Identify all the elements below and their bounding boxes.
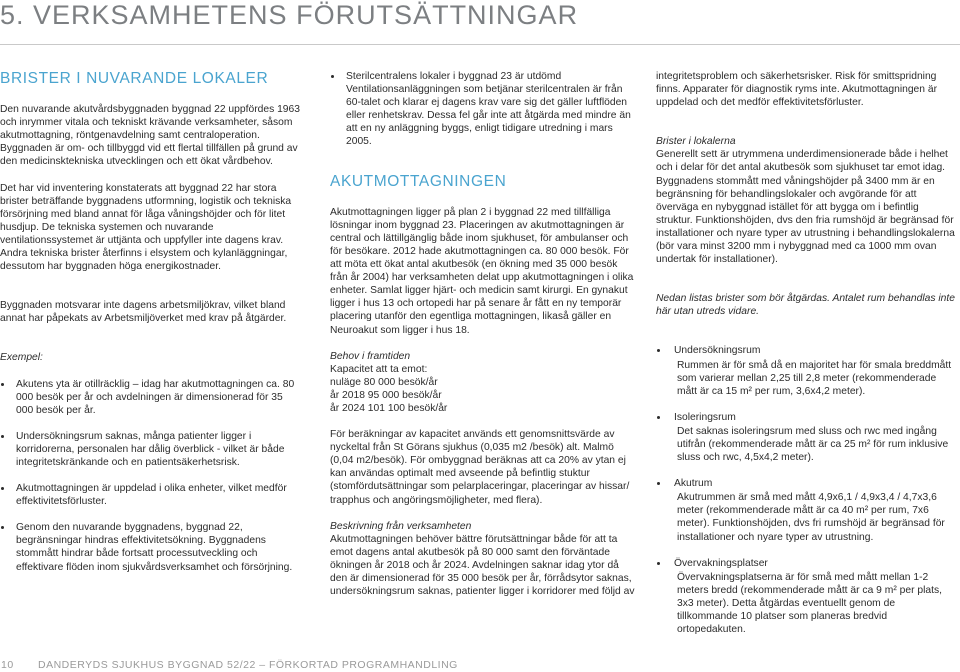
- list-item-text: Akutmottagningen är uppdelad i olika enheter, vilket medför effektivitetsförluster.: [16, 483, 287, 508]
- behov-label: Behov i framtiden: [330, 350, 411, 362]
- list-item-text: Genom den nuvarande byggnadens, byggnad 22, begränsningar hindras effektivitetsökning. Byggnadens stommått hindrar både fortsatt processutveckling och effektivare flöden inom sjukvårdsverksamhet och försörjning.: [16, 522, 293, 573]
- page-title: 5. VERKSAMHETENS FÖRUTSÄTTNINGAR: [0, 0, 579, 30]
- bullet-icon: [1, 435, 4, 438]
- bullet-icon: [1, 383, 4, 386]
- list-item-text: Rummen är för små då en majoritet har för smala breddmått som varierar mellan 2,25 till 2,8 meter (rekommenderade mått är ca 15 m² per rum, 3,6x4,2 meter).: [677, 359, 952, 397]
- bullet-icon: [657, 349, 660, 352]
- brister-label: Brister i lokalerna: [656, 136, 736, 148]
- list-item-text: Undersökningsrum saknas, många patienter ligger i korridorerna, personalen har dålig överblick - vilket är både integritetskränkande och en patientsäkerhetsrisk.: [16, 430, 285, 468]
- section-heading-brister: BRISTER I NUVARANDE LOKALER: [0, 70, 269, 87]
- list-item-text: Akutrummen är små med mått 4,9x6,1 / 4,9x3,4 / 4,7x3,6 meter (rekommenderade mått är ca 40 m² per rum, 7x6 meter). Funktionshöjden, dvs fri rumshöjd är begränsad för installationer och nyare typer av utrustning.: [677, 492, 945, 543]
- paragraph: Generellt sett är utrymmena underdimensionerade både i helhet och i delar för det antal akutbesök som sjukhuset tar emot idag. Byggnadens stommått med våningshöjder på 3400 mm är en begränsning för behandlingslokaler och avgörande för att överväga en nybyggnad istället för att bygga om i befintlig struktur. Funktionshöjden, dvs den fria rumshöjd är begränsad för installationer och nyare typer av utrustning i behandlingslokalerna (bör vara minst 3200 mm i nybyggnad med ca 1000 mm ovan undertak för installationer).: [656, 149, 955, 266]
- list-item: [330, 70, 635, 149]
- column-middle: [330, 70, 635, 611]
- column-left: [0, 72, 300, 587]
- list-item-text: Det saknas isoleringsrum med sluss och rwc med ingång utifrån (rekommenderade mått är ca 25 m² för rum inklusive sluss och rwc, 4,5x4,2 meter).: [677, 425, 949, 464]
- list-item-title: Undersökningsrum: [674, 345, 761, 357]
- page-footer: [0, 659, 960, 672]
- list-item-title: Akutrum: [674, 478, 713, 490]
- bullet-icon: [657, 482, 660, 485]
- bullet-icon: [1, 487, 4, 490]
- list-item-text: Övervakningsplatserna är för små med mått mellan 1-2 meters bredd (rekommenderade mått är ca 9 m² per plats, 3x3 meter). Detta åtgärdas eventuellt genom de tillkommande 10 platser som planeras bredvid ortopedakuten.: [677, 571, 942, 636]
- footer-text: DANDERYDS SJUKHUS BYGGNAD 52/22 – FÖRKORTAD PROGRAMHANDLING: [38, 659, 458, 671]
- title-divider: [0, 44, 960, 45]
- paragraph: Akutmottagningen ligger på plan 2 i byggnad 22 med tillfälliga lösningar inom byggnad 23. Placeringen av akutmottagningen är central och lättillgänglig både inom sjukhuset, för ambulanser och för besökare. 2012 hade akutmottagningen ca. 80 000 besök. För att möta ett ökat antal akutbesök (en ökning med 35 000 besök från år 2004) har verksamheten delat upp akutmottagningen i olika enheter. Samlat ligger hjärt- och medicin samt kirurgi. En gynakut ligger i hus 13 och ortopedi har på senare år fått en ny temporär placering utanför den egentliga mottagningen, likaså gäller en Neuroakut som ligger i hus 18.: [330, 206, 634, 336]
- bullet-list: [330, 70, 635, 149]
- bullet-icon: [1, 526, 4, 529]
- paragraph: Den nuvarande akutvårdsbyggnaden byggnad 22 uppfördes 1963 och inrymmer vitala och tekniskt krävande verksamheter, såsom akutmottagning, röntgenavdelning samt centraloperation. Byggnaden är om- och tillbyggd vid ett flertal tillfällen på grund av den medicinsktekniska utvecklingen och ett ökat vårdbehov.: [0, 104, 300, 168]
- example-label: Exempel:: [0, 352, 43, 364]
- capacity-line: nuläge 80 000 besök/år: [330, 376, 438, 388]
- bullet-list: [0, 378, 300, 574]
- paragraph: Byggnaden motsvarar inte dagens arbetsmiljökrav, vilket bland annat har påpekats av Arbetsmiljöverket med krav på åtgärder.: [0, 300, 287, 325]
- list-item: [656, 411, 956, 464]
- list-item: [0, 378, 300, 417]
- beskrivning-label: Beskrivning från verksamheten: [330, 520, 472, 532]
- bullet-icon: [657, 416, 660, 419]
- list-item-title: Övervakningsplatser: [674, 557, 768, 569]
- capacity-line: år 2024 101 100 besök/år: [330, 402, 448, 414]
- column-right: [656, 70, 956, 649]
- list-item: [0, 521, 300, 573]
- section-heading-akutmottagningen: AKUTMOTTAGNINGEN: [330, 172, 507, 190]
- list-item: [656, 557, 956, 637]
- paragraph: Akutmottagningen behöver bättre förutsättningar både för att ta emot dagens antal akutbesök på 80 000 samt den förväntade ökningen år 2018 och år 2024. Avdelningen saknar idag ytor då den är dimensionerad för 35 000 besök per år, förrådsytor saknas, undersökningsrum saknas, patienter ligger i korridorer med följd av: [330, 533, 635, 598]
- capacity-line: Kapacitet att ta emot:: [330, 363, 428, 375]
- list-item: [0, 482, 300, 508]
- list-item: [0, 430, 300, 469]
- note: Nedan listas brister som bör åtgärdas. Antalet rum behandlas inte här utan utreds vidare.: [656, 293, 955, 318]
- list-item: [656, 477, 956, 543]
- list-item-title: Isoleringsrum: [674, 411, 736, 423]
- list-item-text: Akutens yta är otillräcklig – idag har akutmottagningen ca. 80 000 besök per år och avdelningen är dimensionerad för 35 000 besök per år.: [16, 378, 295, 416]
- paragraph: Det har vid inventering konstaterats att byggnad 22 har stora brister beträffande byggnadens utformning, logistik och tekniska försörjning med bland annat för låga våningshöjder och för litet husdjup. De tekniska systemen och nuvarande ventilationssystemet är uttjänta och uppfyller inte dagens krav. Andra tekniska brister återfinns i elsystem och kylanläggningar, dessutom har byggnaden höga energikostnader.: [0, 182, 292, 273]
- list-item: [656, 344, 956, 397]
- bullet-icon: [657, 562, 660, 565]
- list-item-text: Sterilcentralens lokaler i byggnad 23 är utdömd Ventilationsanläggningen som betjänar sterilcentralen är från 60-talet och klarar ej dagens krav vare sig det gäller luftflöden eller renhetskrav. Dessa fel går inte att åtgärda med mindre än att en ny anläggning byggs, enligt tidigare utredning i mars 2005.: [346, 71, 631, 148]
- page-number: 10: [1, 659, 14, 671]
- paragraph: För beräkningar av kapacitet används ett genomsnittsvärde av nyckeltal från St Görans sjukhus (0,035 m2 /besök) alt. Malmö (0,04 m2/besök). För ombyggnad beräknas att ca 20% av ytan ej kan användas optimalt med avseende på befintlig stuktur (stomfördutsättningar som pelarplaceringar, placeringar av hissar/ trapphus och angöringsmöjligheter, med flera).: [330, 429, 630, 506]
- paragraph: integritetsproblem och säkerhetsrisker. Risk för smittspridning finns. Apparater för diagnostik ryms inte. Akutmottagningen är uppdelad och det medför effektivitetsförluster.: [656, 71, 938, 109]
- bullet-list: [656, 344, 956, 636]
- capacity-line: år 2018 95 000 besök/år: [330, 389, 442, 401]
- bullet-icon: [331, 75, 334, 78]
